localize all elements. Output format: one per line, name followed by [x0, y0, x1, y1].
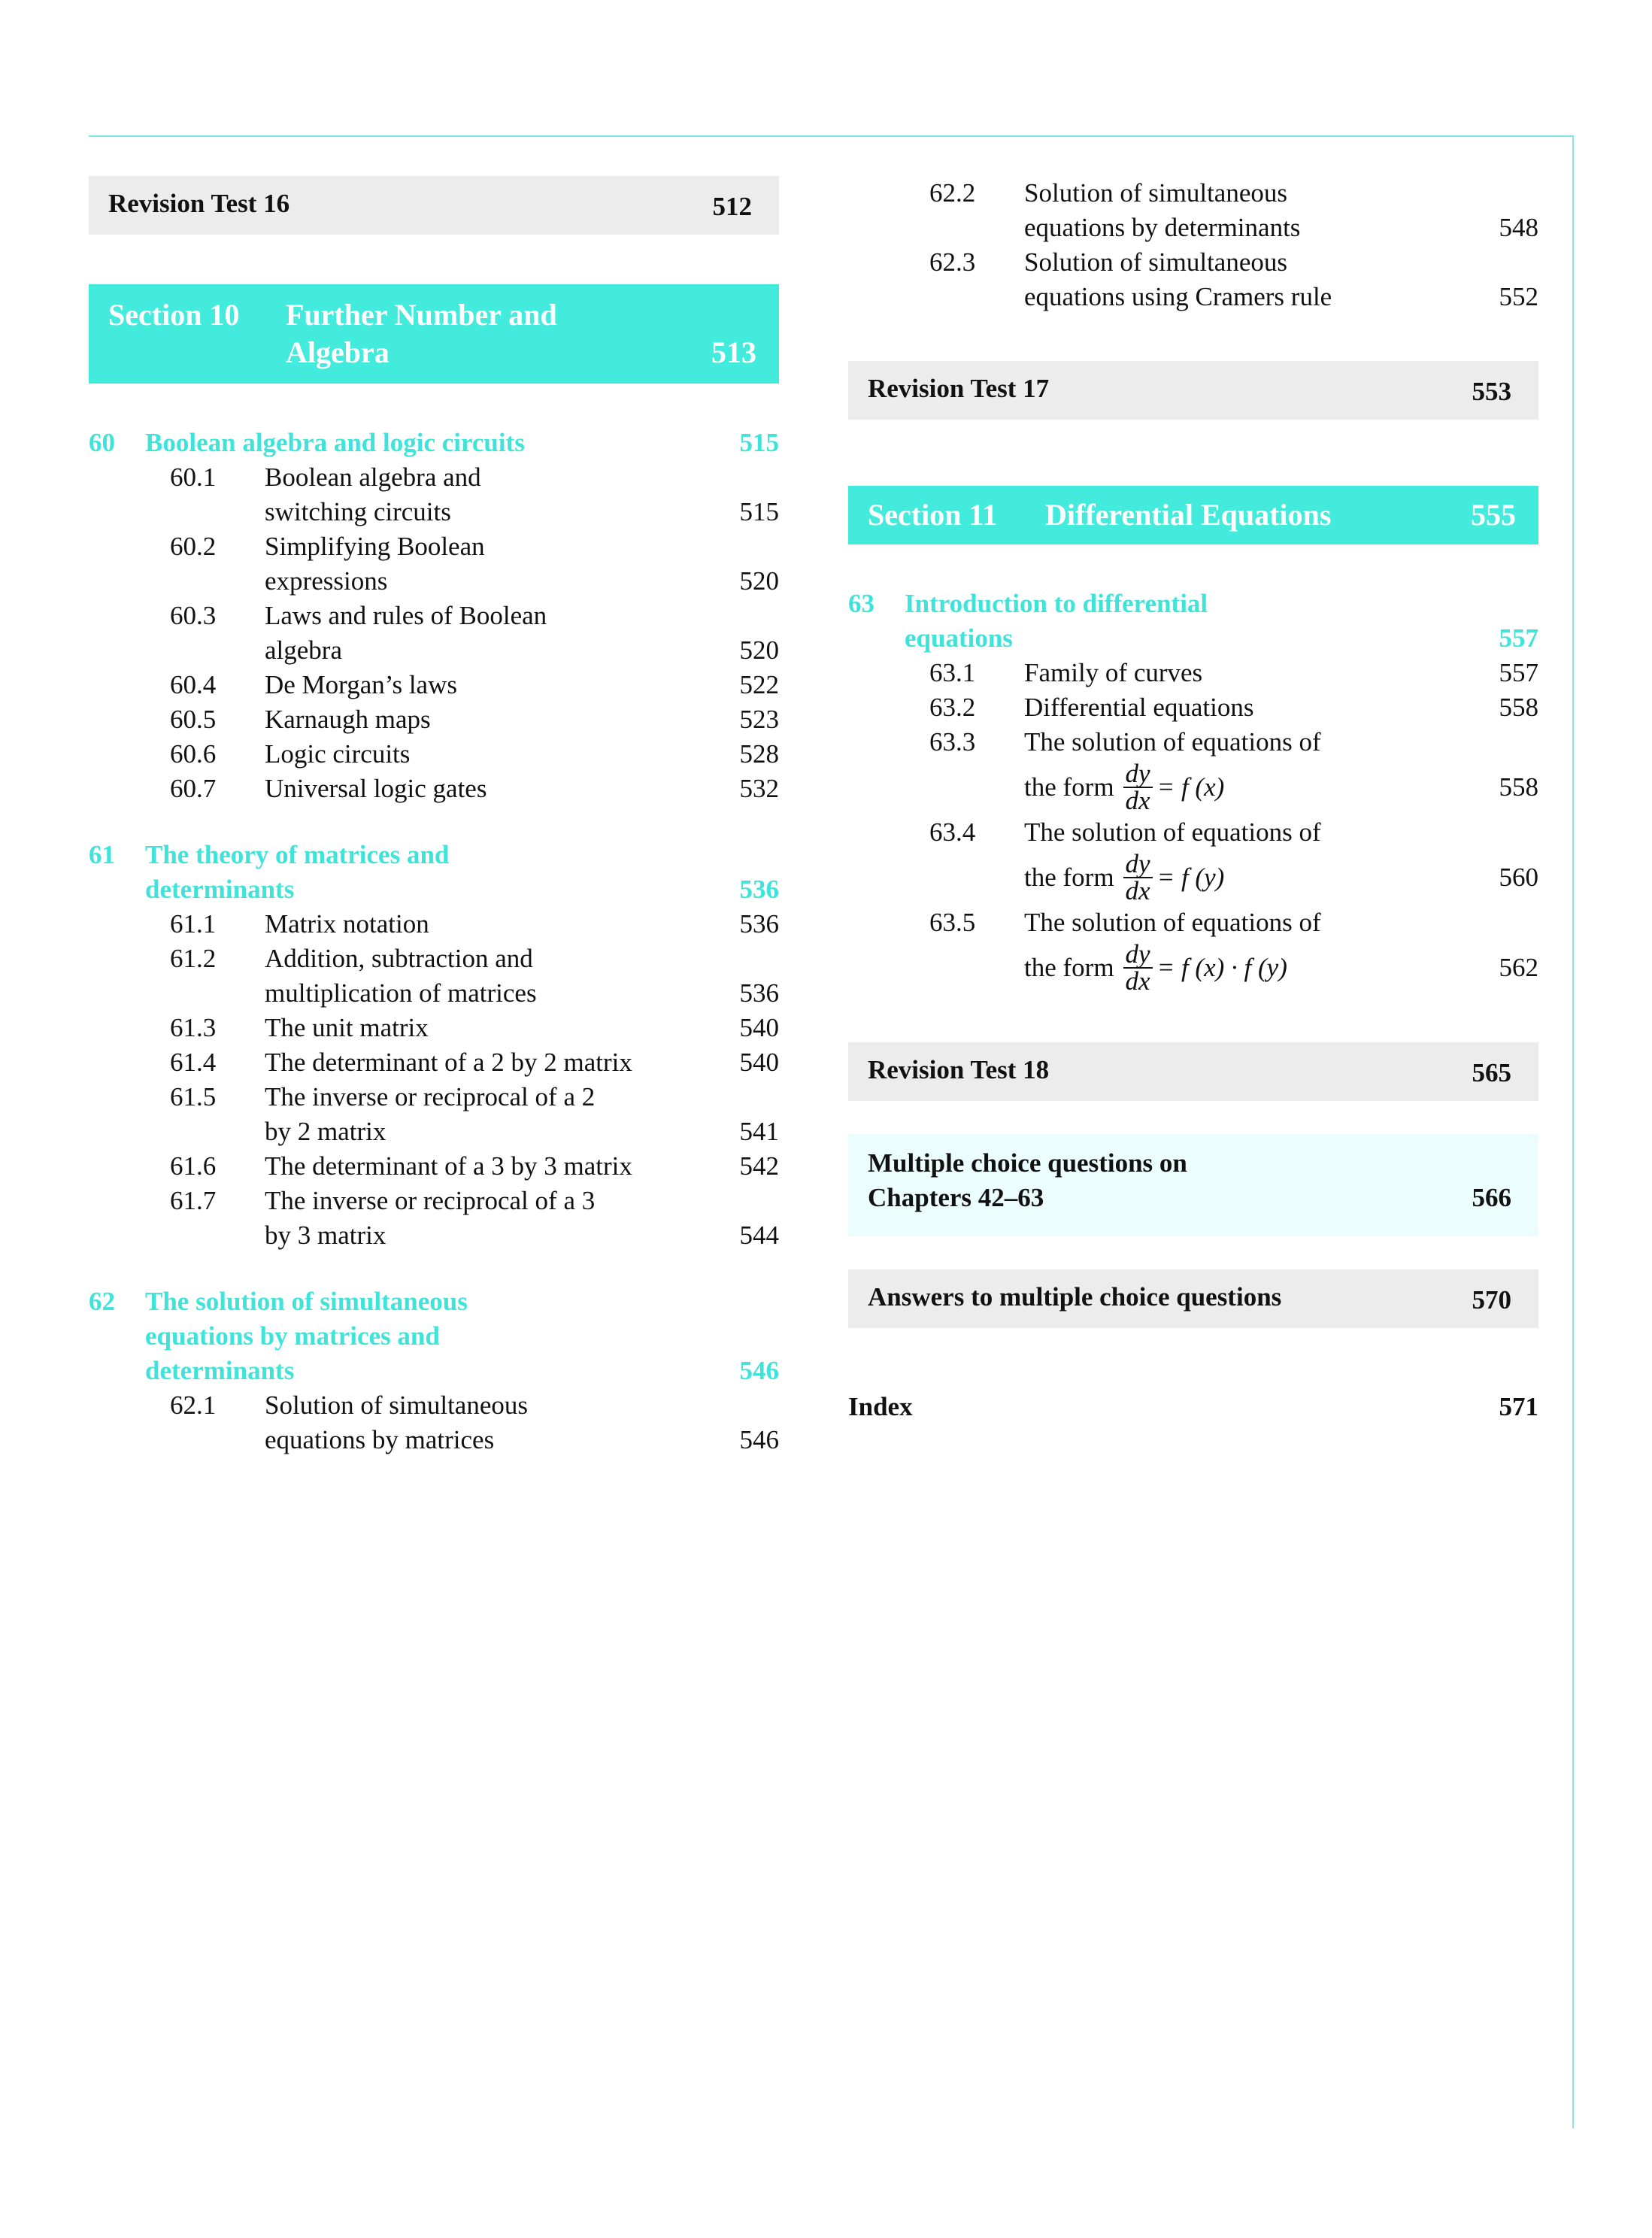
- revision-test-16-label: Revision Test 16: [108, 189, 290, 218]
- entry-page: 542: [739, 1151, 779, 1181]
- toc-entry-63-5[interactable]: [848, 905, 1538, 996]
- toc-entry-61-5[interactable]: [89, 1080, 779, 1149]
- entry-page: 520: [739, 635, 779, 665]
- entry-number: 60.4: [170, 670, 217, 699]
- section-11-label: Section 11: [868, 498, 998, 532]
- toc-entry-60-3[interactable]: [89, 599, 779, 668]
- entry-page: 536: [739, 978, 779, 1008]
- entry-title: The unit matrix: [265, 1013, 429, 1042]
- entry-title: Simplifying Boolean expressions: [265, 532, 485, 596]
- index-page: 571: [1499, 1392, 1538, 1421]
- entry-title: The solution of equations of: [1024, 817, 1321, 847]
- entry-page: 544: [739, 1221, 779, 1250]
- section-10-page: 513: [711, 335, 756, 369]
- fraction-dy-dx: [1123, 761, 1153, 814]
- entry-page: 557: [1499, 658, 1538, 687]
- entry-page: 532: [739, 774, 779, 803]
- entry-title: The solution of equations of: [1024, 908, 1321, 937]
- chapter-62-title: The solution of simultaneous equations by matrices and determinants: [145, 1287, 468, 1385]
- chapter-63[interactable]: [848, 587, 1538, 656]
- entry-number: 62.2: [929, 178, 976, 208]
- entry-title: Addition, subtraction and multiplication of matrices: [265, 944, 537, 1008]
- entry-title: Universal logic gates: [265, 774, 487, 803]
- formula-prefix: the form: [1024, 953, 1114, 982]
- entry-number: 63.2: [929, 693, 976, 722]
- fraction-dy-dx: [1123, 939, 1153, 996]
- chapter-60[interactable]: [89, 426, 779, 460]
- entry-title: Solution of simultaneous equations by determinants: [1024, 178, 1301, 242]
- toc-entry-61-7[interactable]: [89, 1184, 779, 1253]
- entry-number: 61.4: [170, 1048, 217, 1077]
- entry-page: 523: [739, 705, 779, 734]
- left-column: [89, 176, 779, 1457]
- entry-page: 562: [1499, 953, 1538, 982]
- chapter-61-page: 536: [739, 875, 779, 904]
- entry-number: 61.6: [170, 1151, 217, 1181]
- entry-page: 548: [1499, 213, 1538, 242]
- toc-entry-60-6[interactable]: [89, 737, 779, 772]
- formula-dy-dx-fy: [1024, 850, 1453, 905]
- entry-number: 61.5: [170, 1082, 217, 1111]
- fraction-numerator: dy: [1123, 851, 1153, 878]
- entry-page: 536: [739, 909, 779, 939]
- formula-dy-dx-fx: [1024, 760, 1453, 815]
- entry-number: 62.1: [170, 1390, 217, 1420]
- entry-number: 63.3: [929, 727, 976, 757]
- answers-label: Answers to multiple choice questions: [868, 1282, 1282, 1312]
- section-11-banner[interactable]: [848, 486, 1538, 544]
- entry-number: 60.7: [170, 774, 217, 803]
- entry-title: Boolean algebra and switching circuits: [265, 462, 481, 526]
- entry-page: 528: [739, 739, 779, 769]
- entry-page: 522: [739, 670, 779, 699]
- entry-number: 61.3: [170, 1013, 217, 1042]
- entry-number: 63.4: [929, 817, 976, 847]
- fraction-numerator: dy: [1123, 942, 1153, 969]
- entry-title: Solution of simultaneous equations by matrices: [265, 1390, 528, 1454]
- toc-entry-61-1[interactable]: [89, 907, 779, 942]
- index-entry[interactable]: [848, 1390, 1538, 1424]
- fraction-numerator: dy: [1123, 761, 1153, 788]
- toc-entry-61-3[interactable]: [89, 1011, 779, 1045]
- entry-number: 60.6: [170, 739, 217, 769]
- revision-test-17-label: Revision Test 17: [868, 374, 1050, 403]
- entry-title: The inverse or reciprocal of a 2 by 2 matrix: [265, 1082, 596, 1146]
- entry-number: 62.3: [929, 247, 976, 277]
- fraction-denominator: dx: [1125, 966, 1150, 996]
- right-rule: [1572, 135, 1574, 2128]
- formula-rhs: = f (x): [1156, 772, 1225, 802]
- revision-test-16[interactable]: [89, 176, 779, 235]
- toc-entry-62-3[interactable]: [848, 245, 1538, 314]
- fraction-denominator: dx: [1125, 786, 1150, 815]
- entry-number: 61.7: [170, 1186, 217, 1215]
- mcq-line-1: Multiple choice questions on: [868, 1148, 1187, 1178]
- entry-title: Solution of simultaneous equations using Cramers rule: [1024, 247, 1332, 311]
- formula-dy-dx-fxfy: [1024, 940, 1453, 996]
- top-rule: [89, 135, 1574, 137]
- entry-number: 63.1: [929, 658, 976, 687]
- index-label: Index: [848, 1392, 913, 1421]
- toc-entry-63-4[interactable]: [848, 815, 1538, 905]
- chapter-61-number: 61: [89, 840, 115, 869]
- toc-entry-61-6[interactable]: [89, 1149, 779, 1184]
- revision-test-18-page: 565: [1472, 1058, 1511, 1087]
- toc-entry-60-2[interactable]: [89, 529, 779, 599]
- toc-entry-63-1[interactable]: [848, 656, 1538, 690]
- toc-entry-63-2[interactable]: [848, 690, 1538, 725]
- entry-number: 60.1: [170, 462, 217, 492]
- entry-page: 540: [739, 1013, 779, 1042]
- entry-page: 560: [1499, 863, 1538, 892]
- toc-entry-60-7[interactable]: [89, 772, 779, 806]
- entry-title: Karnaugh maps: [265, 705, 431, 734]
- chapter-62-number: 62: [89, 1287, 115, 1316]
- fraction-dy-dx: [1123, 851, 1153, 904]
- answers-to-mcq[interactable]: [848, 1269, 1538, 1328]
- toc-entry-61-4[interactable]: [89, 1045, 779, 1080]
- chapter-60-page: 515: [739, 428, 779, 457]
- chapter-61-title: The theory of matrices and determinants: [145, 840, 450, 904]
- toc-entry-62-1[interactable]: [89, 1388, 779, 1457]
- toc-entry-60-1[interactable]: [89, 460, 779, 529]
- mcq-page: 566: [1472, 1183, 1511, 1212]
- formula-prefix: the form: [1024, 772, 1114, 802]
- section-10-title: Further Number and Algebra: [286, 298, 557, 369]
- toc-entry-60-4[interactable]: [89, 668, 779, 702]
- multiple-choice-questions[interactable]: [848, 1134, 1538, 1236]
- entry-title: The solution of equations of: [1024, 727, 1321, 757]
- section-11-page: 555: [1471, 498, 1516, 532]
- chapter-61[interactable]: [89, 838, 779, 907]
- chapter-63-title: Introduction to differential equations: [905, 589, 1208, 653]
- entry-page: 546: [739, 1425, 779, 1454]
- revision-test-16-page: 512: [712, 192, 752, 221]
- chapter-63-number: 63: [848, 589, 874, 618]
- answers-page: 570: [1472, 1285, 1511, 1315]
- entry-page: 541: [739, 1117, 779, 1146]
- revision-test-18-label: Revision Test 18: [868, 1055, 1050, 1084]
- entry-number: 63.5: [929, 908, 976, 937]
- formula-prefix: the form: [1024, 863, 1114, 892]
- entry-page: 558: [1499, 693, 1538, 722]
- mcq-line-2: Chapters 42–63: [868, 1183, 1044, 1212]
- chapter-60-title: Boolean algebra and logic circuits: [145, 428, 525, 457]
- toc-entry-61-2[interactable]: [89, 942, 779, 1011]
- entry-title: Differential equations: [1024, 693, 1254, 722]
- right-column: [848, 176, 1538, 1424]
- entry-number: 61.2: [170, 944, 217, 973]
- formula-rhs: = f (x) · f (y): [1156, 953, 1287, 982]
- revision-test-17-page: 553: [1472, 377, 1511, 406]
- chapter-62[interactable]: [89, 1284, 779, 1388]
- entry-number: 60.2: [170, 532, 217, 561]
- entry-page: 520: [739, 566, 779, 596]
- entry-page: 515: [739, 497, 779, 526]
- entry-title: The determinant of a 3 by 3 matrix: [265, 1151, 632, 1181]
- section-10-label: Section 10: [108, 298, 240, 332]
- chapter-60-number: 60: [89, 428, 115, 457]
- toc-entry-60-5[interactable]: [89, 702, 779, 737]
- entry-title: De Morgan’s laws: [265, 670, 457, 699]
- entry-page: 558: [1499, 772, 1538, 802]
- entry-number: 60.5: [170, 705, 217, 734]
- entry-page: 552: [1499, 282, 1538, 311]
- entry-title: Matrix notation: [265, 909, 429, 939]
- section-10-banner[interactable]: [89, 284, 779, 384]
- entry-title: Laws and rules of Boolean algebra: [265, 601, 547, 665]
- fraction-denominator: dx: [1125, 876, 1150, 905]
- entry-number: 61.1: [170, 909, 217, 939]
- toc-entry-62-2[interactable]: [848, 176, 1538, 245]
- entry-number: 60.3: [170, 601, 217, 630]
- chapter-62-page: 546: [739, 1356, 779, 1385]
- toc-entry-63-3[interactable]: [848, 725, 1538, 815]
- entry-title: Logic circuits: [265, 739, 411, 769]
- entry-title: Family of curves: [1024, 658, 1203, 687]
- chapter-63-page: 557: [1499, 623, 1538, 653]
- formula-rhs: = f (y): [1156, 863, 1225, 892]
- entry-title: The determinant of a 2 by 2 matrix: [265, 1048, 632, 1077]
- revision-test-18[interactable]: [848, 1042, 1538, 1101]
- entry-page: 540: [739, 1048, 779, 1077]
- revision-test-17[interactable]: [848, 361, 1538, 420]
- entry-title: The inverse or reciprocal of a 3 by 3 matrix: [265, 1186, 596, 1250]
- section-11-title: Differential Equations: [1045, 498, 1332, 532]
